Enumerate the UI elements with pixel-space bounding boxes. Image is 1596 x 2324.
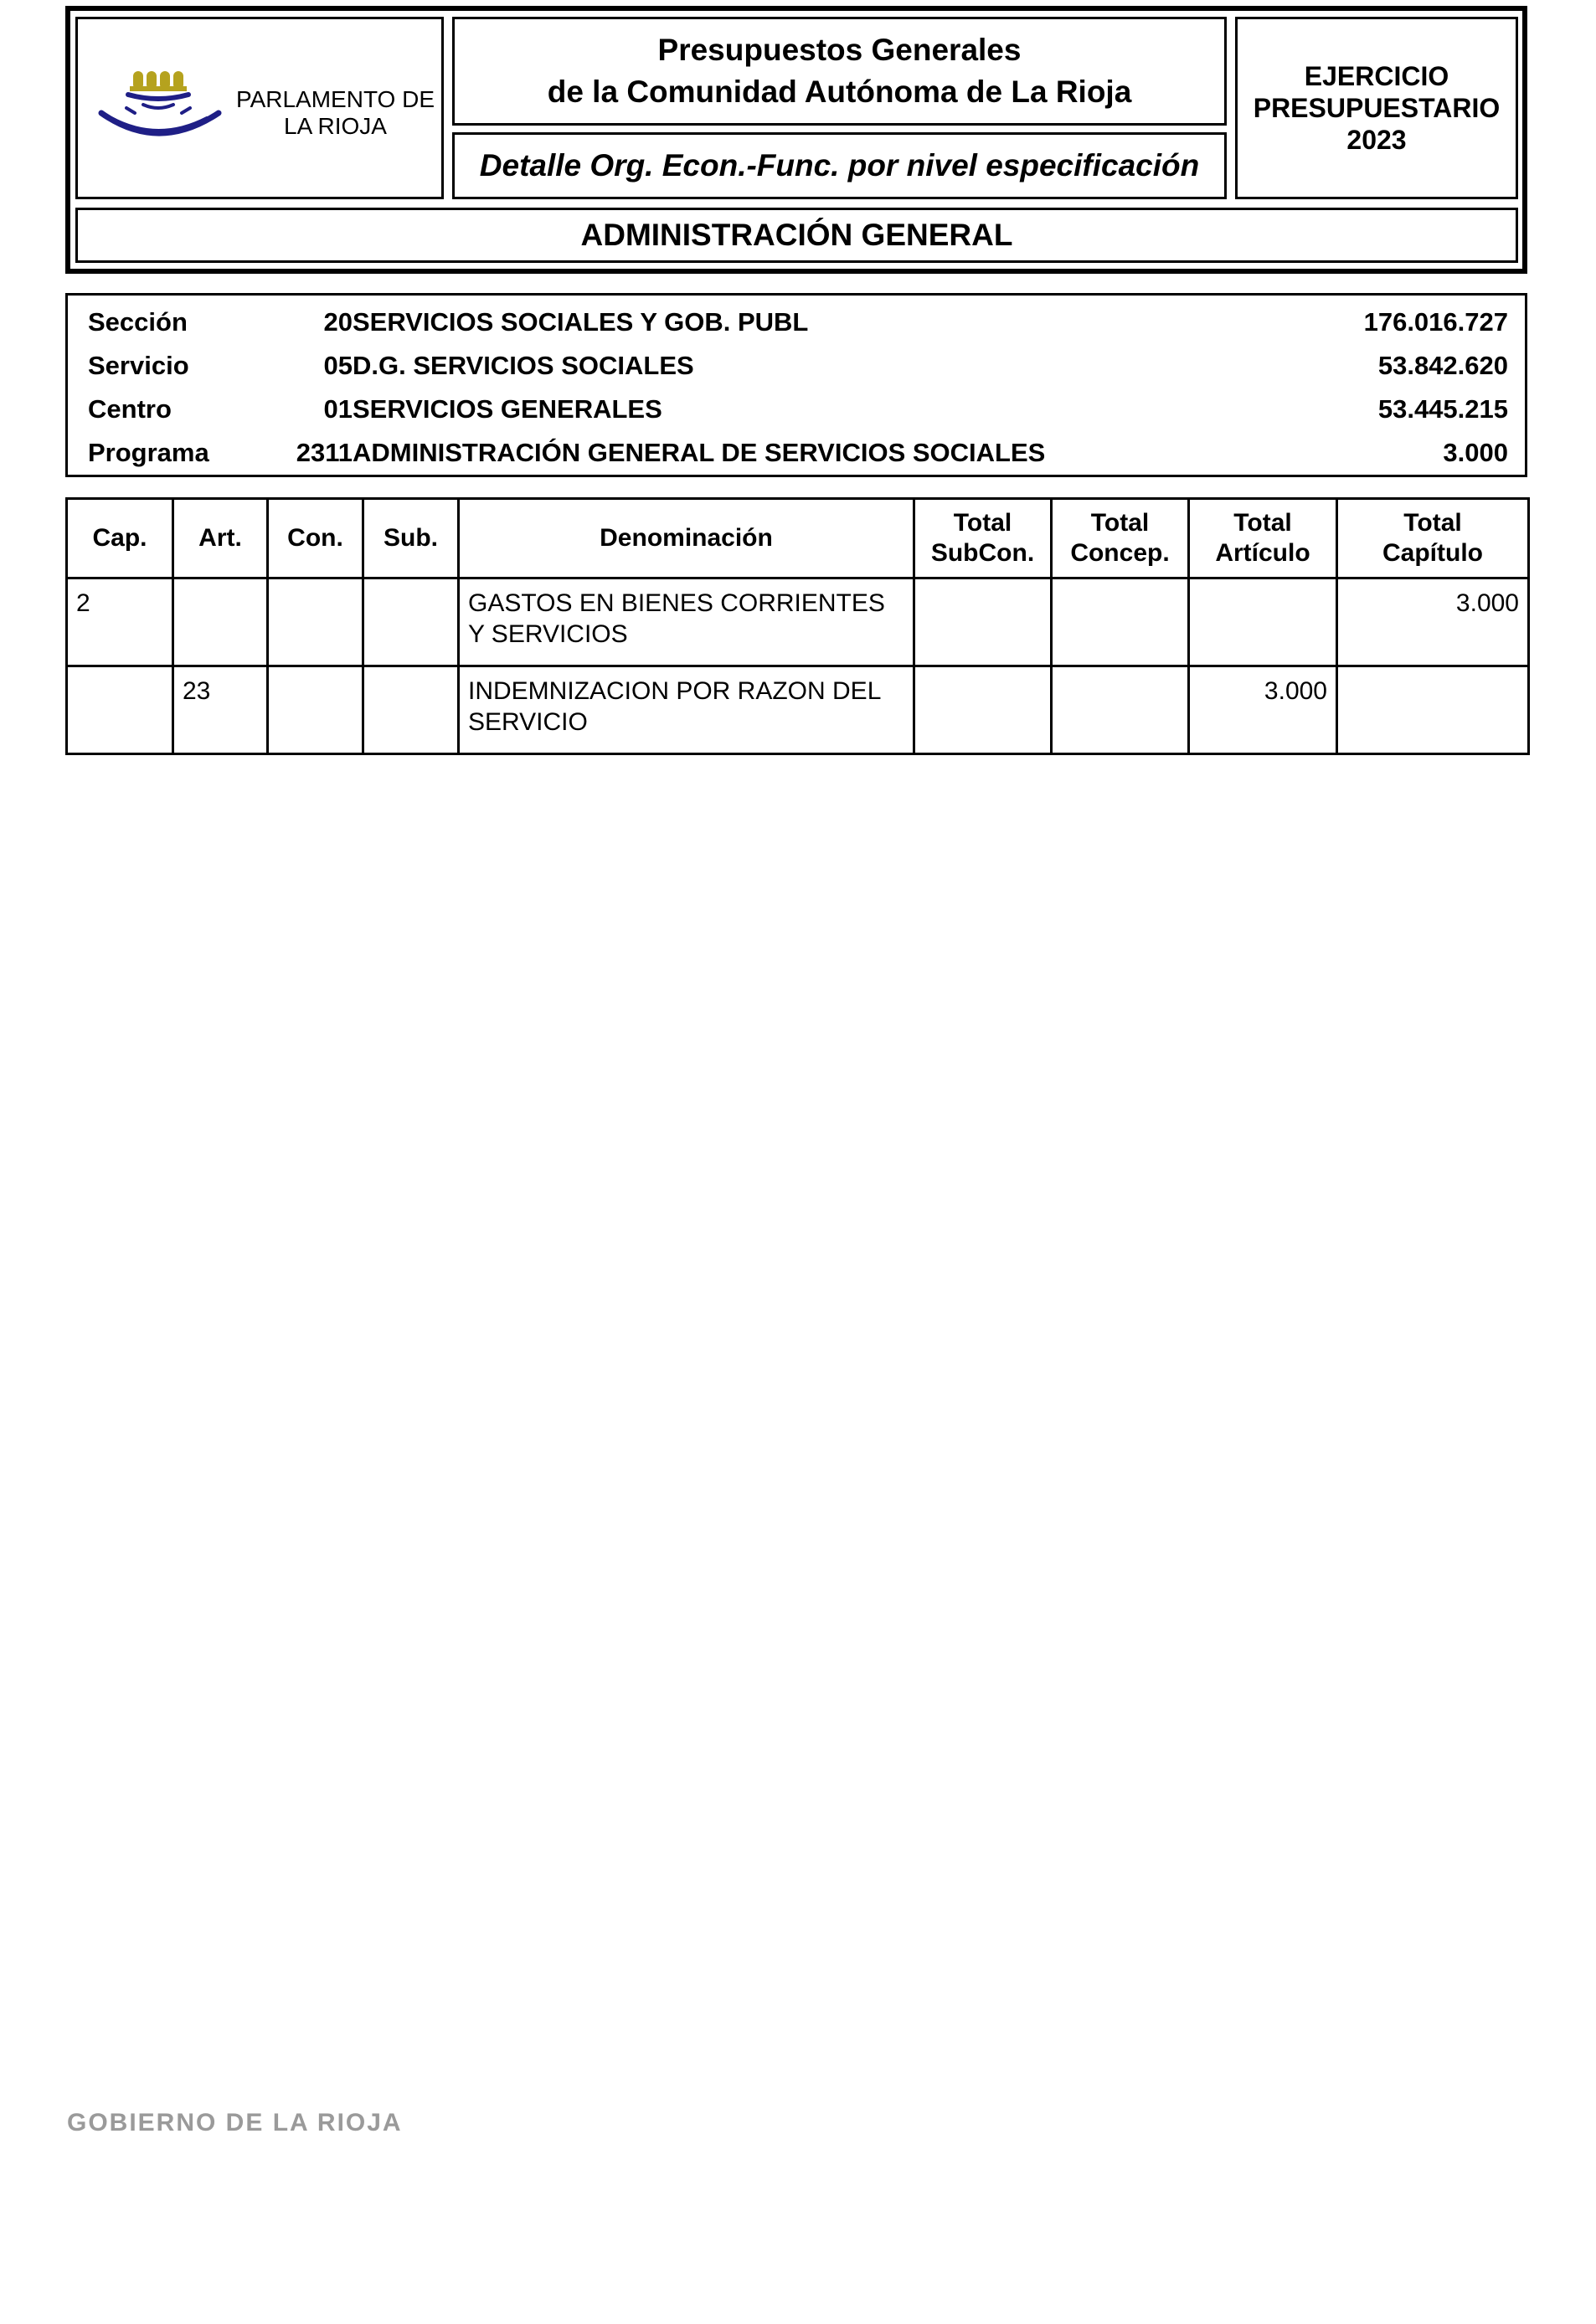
fiscal-year-line2: PRESUPUESTARIO [1253, 93, 1501, 123]
info-label: Programa [88, 438, 209, 467]
header-text: Artículo [1215, 539, 1310, 567]
cell-denominacion [459, 666, 914, 754]
header-total-capitulo [1337, 499, 1529, 578]
denominacion-line: Y SERVICIOS [468, 620, 628, 648]
document-title-line1: Presupuestos Generales [657, 33, 1022, 67]
info-description: SERVICIOS SOCIALES Y GOB. PUBL [353, 307, 809, 337]
budget-detail-table [65, 497, 1530, 755]
table-row [67, 666, 1529, 754]
header-sub: Sub. [363, 499, 459, 578]
admin-title-box [75, 208, 1518, 263]
cell-total-subcon [914, 578, 1052, 666]
cell-art: 23 [173, 666, 268, 754]
logo-caption-line2: LA RIOJA [284, 113, 387, 139]
info-row-seccion [68, 307, 1525, 341]
info-amount: 53.445.215 [1377, 394, 1508, 424]
info-code: 01 [323, 394, 353, 424]
table-row [67, 578, 1529, 666]
denominacion-line: INDEMNIZACION POR RAZON DEL [468, 677, 882, 705]
subtitle-box [452, 132, 1227, 199]
logo-box [75, 17, 444, 199]
cell-con [268, 666, 363, 754]
header-total-articulo [1189, 499, 1337, 578]
header-cap: Cap. [67, 499, 173, 578]
header-denominacion: Denominación [459, 499, 914, 578]
cell-total-concep [1052, 578, 1189, 666]
cell-total-concep [1052, 666, 1189, 754]
cell-sub [363, 666, 459, 754]
cell-sub [363, 578, 459, 666]
table-header-row [67, 499, 1529, 578]
crown-icon [130, 71, 187, 91]
info-label: Sección [88, 307, 188, 337]
cell-total-articulo [1189, 578, 1337, 666]
info-description: SERVICIOS GENERALES [353, 394, 662, 424]
cell-total-subcon [914, 666, 1052, 754]
admin-title: ADMINISTRACIÓN GENERAL [580, 218, 1013, 252]
header-con: Con. [268, 499, 363, 578]
cell-total-articulo: 3.000 [1189, 666, 1337, 754]
title-box [452, 17, 1227, 126]
info-code: 2311 [296, 438, 353, 467]
fiscal-year-line1: EJERCICIO [1304, 61, 1449, 91]
cell-total-capitulo: 3.000 [1337, 578, 1529, 666]
info-row-servicio [68, 351, 1525, 384]
info-code: 05 [323, 351, 353, 380]
cell-cap: 2 [67, 578, 173, 666]
info-row-centro [68, 394, 1525, 428]
header-text: Total [1090, 509, 1150, 537]
info-label: Centro [88, 394, 172, 424]
document-subtitle: Detalle Org. Econ.-Func. por nivel especificación [479, 148, 1200, 183]
header-total-subcon [914, 499, 1052, 578]
header-text: Concep. [1070, 539, 1170, 567]
budget-classification-box [65, 293, 1527, 477]
header-text: Capítulo [1382, 539, 1483, 567]
header-text: SubCon. [930, 539, 1035, 567]
info-code: 20 [323, 307, 353, 337]
logo-caption-line1: PARLAMENTO DE [235, 86, 435, 112]
fiscal-year-box [1235, 17, 1518, 199]
cell-art [173, 578, 268, 666]
cell-total-capitulo [1337, 666, 1529, 754]
header-art: Art. [173, 499, 268, 578]
info-amount: 53.842.620 [1377, 351, 1508, 380]
header-total-concep [1052, 499, 1189, 578]
info-description: ADMINISTRACIÓN GENERAL DE SERVICIOS SOCIALES [353, 438, 1046, 467]
info-row-programa [68, 438, 1525, 471]
logo-caption [233, 86, 438, 140]
cell-con [268, 578, 363, 666]
footer-watermark-label: GOBIERNO DE LA RIOJA [67, 2109, 403, 2136]
fiscal-year-value: 2023 [1346, 125, 1407, 155]
document-title-line2: de la Comunidad Autónoma de La Rioja [547, 75, 1132, 109]
info-description: D.G. SERVICIOS SOCIALES [353, 351, 694, 380]
bridge-icon [101, 95, 219, 133]
info-label: Servicio [88, 351, 189, 380]
parlamento-logo [93, 61, 227, 153]
cell-cap [67, 666, 173, 754]
header-text: Total [1403, 509, 1462, 537]
denominacion-line: GASTOS EN BIENES CORRIENTES [468, 589, 885, 617]
denominacion-line: SERVICIO [468, 708, 588, 736]
footer-watermark-text [67, 2109, 486, 2150]
info-amount: 176.016.727 [1363, 307, 1508, 337]
header-text: Total [953, 509, 1012, 537]
cell-denominacion [459, 578, 914, 666]
info-amount: 3.000 [1443, 438, 1508, 467]
header-text: Total [1233, 509, 1292, 537]
